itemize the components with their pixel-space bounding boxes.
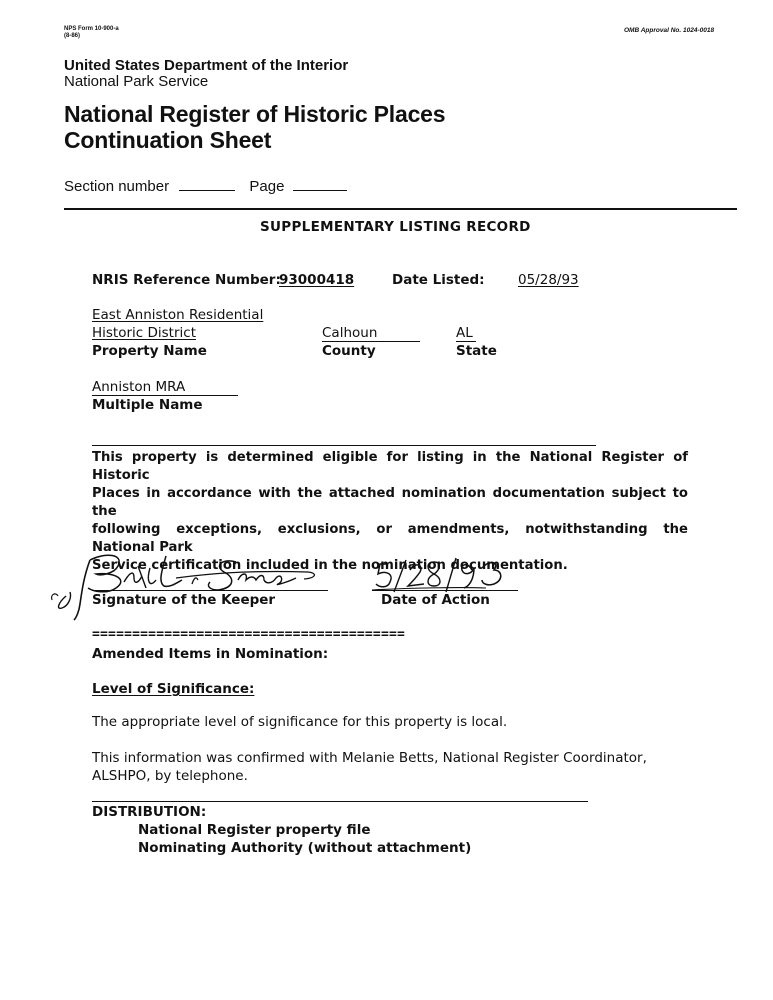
section-number-label: Section number bbox=[64, 178, 170, 195]
state-underline bbox=[456, 341, 476, 342]
property-name-line2: Historic District bbox=[92, 325, 196, 341]
form-date-text: (8-86) bbox=[64, 33, 81, 39]
form-number-text: NPS Form 10-900-a bbox=[64, 26, 119, 32]
page-label: Page bbox=[249, 178, 285, 195]
distribution-item: Nominating Authority (without attachment) bbox=[138, 840, 472, 856]
distribution-heading: DISTRIBUTION: bbox=[92, 804, 207, 820]
multiple-name-underline bbox=[92, 395, 238, 396]
date-listed-value: 05/28/93 bbox=[518, 272, 579, 288]
section-page-row bbox=[64, 178, 347, 195]
omb-approval: OMB Approval No. 1024-0018 bbox=[624, 27, 715, 34]
keeper-signature-line bbox=[92, 590, 328, 591]
county-underline bbox=[322, 341, 420, 342]
state-label: State bbox=[456, 343, 497, 359]
confirmation-line-1: This information was confirmed with Melanie Betts, National Register Coordinator, bbox=[92, 750, 647, 766]
date-of-action-line bbox=[372, 590, 518, 591]
significance-paragraph: The appropriate level of significance for this property is local. bbox=[92, 714, 508, 730]
level-of-significance-heading: Level of Significance: bbox=[92, 681, 255, 697]
determination-line: Places in accordance with the attached nomination documentation subject to the bbox=[92, 486, 688, 519]
keeper-signature-label: Signature of the Keeper bbox=[92, 592, 276, 608]
property-name-label: Property Name bbox=[92, 343, 207, 359]
nris-value: 93000418 bbox=[279, 272, 355, 288]
page-subtitle: Continuation Sheet bbox=[64, 127, 272, 153]
determination-line: This property is determined eligible for listing in the National Register of Historic bbox=[92, 450, 688, 483]
distribution-item: National Register property file bbox=[138, 822, 371, 838]
confirmation-line-2: ALSHPO, by telephone. bbox=[92, 768, 248, 784]
county-value: Calhoun bbox=[322, 325, 378, 341]
multiple-name-value: Anniston MRA bbox=[92, 379, 186, 395]
date-of-action-label: Date of Action bbox=[381, 592, 490, 608]
service-name: National Park Service bbox=[64, 73, 209, 90]
multiple-name-label: Multiple Name bbox=[92, 397, 203, 413]
date-listed-label: Date Listed: bbox=[392, 272, 485, 288]
section-number-field bbox=[179, 190, 235, 191]
determination-line: Service certification included in the nomination documentation. bbox=[92, 558, 568, 573]
department-name: United States Department of the Interior bbox=[64, 57, 349, 74]
form-number bbox=[64, 26, 119, 40]
property-name-line1: East Anniston Residential bbox=[92, 307, 264, 323]
amended-items-heading: Amended Items in Nomination: bbox=[92, 646, 329, 662]
county-label: County bbox=[322, 343, 376, 359]
record-heading: SUPPLEMENTARY LISTING RECORD bbox=[260, 219, 531, 235]
header-divider bbox=[64, 208, 737, 210]
section-separator: ======================================= bbox=[92, 627, 406, 642]
page-field bbox=[293, 190, 347, 191]
determination-line: following exceptions, exclusions, or amendments, notwithstanding the National Park bbox=[92, 522, 688, 555]
page-title: National Register of Historic Places bbox=[64, 101, 446, 127]
state-value: AL bbox=[456, 325, 473, 341]
nris-label: NRIS Reference Number: bbox=[92, 272, 281, 288]
distribution-divider bbox=[92, 801, 588, 802]
determination-divider bbox=[92, 445, 596, 446]
